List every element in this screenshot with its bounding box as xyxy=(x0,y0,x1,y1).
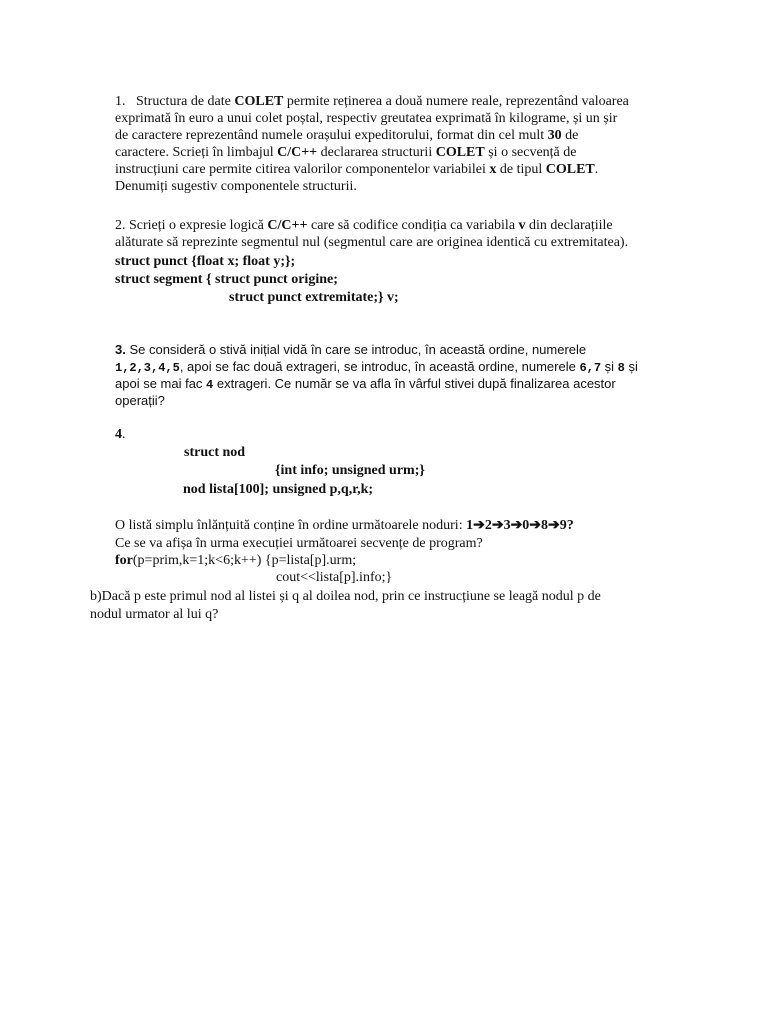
q4-for-line xyxy=(115,552,356,569)
q3-nums-3: 4 xyxy=(206,378,214,392)
list-node: 2 xyxy=(484,518,492,533)
q2-var-v: v xyxy=(518,218,526,233)
q1-colet: COLET xyxy=(435,145,485,160)
q2-line-1 xyxy=(115,217,613,234)
q1-line-4 xyxy=(115,144,576,161)
q2-text: 2. Scrieți o expresie logică xyxy=(115,218,268,233)
q1-text: . xyxy=(594,162,599,177)
q4-list-line xyxy=(115,517,574,534)
q3-line-3 xyxy=(115,375,616,394)
q4-dot: . xyxy=(122,427,126,442)
list-node: 9? xyxy=(559,518,574,533)
q1-text: de tipul xyxy=(496,162,546,177)
q2-lang: C/C++ xyxy=(267,218,308,233)
q1-text: Structura de date xyxy=(136,94,235,109)
q4-b-line-1: b)Dacă p este primul nod al listei și q al doilea nod, prin ce instrucțiune se leagă nodul p de xyxy=(90,589,601,604)
q2-code-2: struct segment { struct punct origine; xyxy=(115,272,338,287)
q4-number-line xyxy=(115,426,126,443)
q1-text: caractere. Scrieți în limbajul xyxy=(115,145,278,160)
q2-text: alăturate să reprezinte segmentul nul (segmentul care are originea identică cu extremitatea). xyxy=(115,235,629,250)
right-arrow-icon: ➔ xyxy=(491,518,504,533)
q2-code-1: struct punct {float x; float y;}; xyxy=(115,254,296,269)
q3-line-4 xyxy=(115,392,165,409)
q4-cout-line: cout<<lista[p].info;} xyxy=(276,570,393,585)
q1-text: declararea structurii xyxy=(317,145,436,160)
list-node: 1 xyxy=(466,518,474,533)
q1-text: instrucțiuni care permite citirea valorilor componentelor variabilei xyxy=(115,162,490,177)
q3-number: 3. xyxy=(115,342,126,357)
q4-number: 4 xyxy=(115,427,122,442)
q2-text: din declarațiile xyxy=(525,218,613,233)
q4-code-1: struct nod xyxy=(184,445,246,460)
q1-line-6 xyxy=(115,178,357,195)
q3-line-1 xyxy=(115,341,586,358)
q3-text: extrageri. Ce număr se va afla în vârful stivei după finalizarea acestor xyxy=(213,376,616,391)
q4-list-text: O listă simplu înlănțuită conține în ordine următoarele noduri: xyxy=(115,518,467,533)
q4-question: Ce se va afișa în urma execuției următoarei secvențe de program? xyxy=(115,536,483,551)
q4-code-3: nod lista[100]; unsigned p,q,r,k; xyxy=(183,482,374,497)
q3-and: și xyxy=(601,359,618,374)
q1-colet: COLET xyxy=(545,162,595,177)
q3-text: apoi se mai fac xyxy=(115,376,207,391)
q1-text: Denumiți sugestiv componentele structurii. xyxy=(115,179,357,194)
q1-lang: C/C++ xyxy=(277,145,318,160)
q3-text: operații? xyxy=(115,393,165,408)
q1-text: și o secvență de xyxy=(484,145,577,160)
q1-line-1 xyxy=(115,93,629,110)
q1-thirty: 30 xyxy=(547,128,562,143)
q1-number: 1. xyxy=(115,94,126,109)
right-arrow-icon: ➔ xyxy=(473,518,485,533)
list-node: 8 xyxy=(541,518,549,533)
q1-text: de xyxy=(561,128,579,143)
right-arrow-icon: ➔ xyxy=(529,518,542,533)
q4-for-keyword: for xyxy=(115,553,133,568)
q1-line-5 xyxy=(115,161,598,178)
q4-code-2: {int info; unsigned urm;} xyxy=(275,463,425,478)
q3-text: și xyxy=(624,359,638,374)
q1-text: permite reținerea a două numere reale, reprezentând valoarea xyxy=(283,94,629,109)
q4-for-rest: (p=prim,k=1;k<6;k++) {p=lista[p].urm; xyxy=(132,553,357,568)
q1-var-x: x xyxy=(489,162,497,177)
q1-text: exprimată în euro a unui colet poștal, respectiv greutatea exprimată în kilograme, și un șir xyxy=(115,111,618,126)
q1-line-2 xyxy=(115,110,617,127)
q3-nums-2b: 8 xyxy=(617,361,625,375)
q1-line-3 xyxy=(115,127,578,144)
right-arrow-icon: ➔ xyxy=(548,518,560,533)
list-node: 3 xyxy=(503,518,511,533)
q4-b-line-2: nodul urmator al lui q? xyxy=(90,607,219,622)
q3-text: Se consideră o stivă inițial vidă în care se introduc, în această ordine, numerele xyxy=(125,342,587,357)
q3-text: , apoi se fac două extrageri, se introduc, în această ordine, numerele xyxy=(179,359,580,374)
q3-nums-1: 1,2,3,4,5 xyxy=(115,361,180,375)
q1-colet: COLET xyxy=(234,94,284,109)
q3-nums-2a: 6,7 xyxy=(579,361,602,375)
q2-code-3: struct punct extremitate;} v; xyxy=(229,290,399,305)
q1-text: de caractere reprezentând numele orașului expeditorului, format din cel mult xyxy=(115,128,548,143)
q2-text: care să codifice condiția ca variabila xyxy=(307,218,519,233)
q2-line-2 xyxy=(115,234,628,251)
list-node: 0 xyxy=(522,518,530,533)
right-arrow-icon: ➔ xyxy=(510,518,523,533)
